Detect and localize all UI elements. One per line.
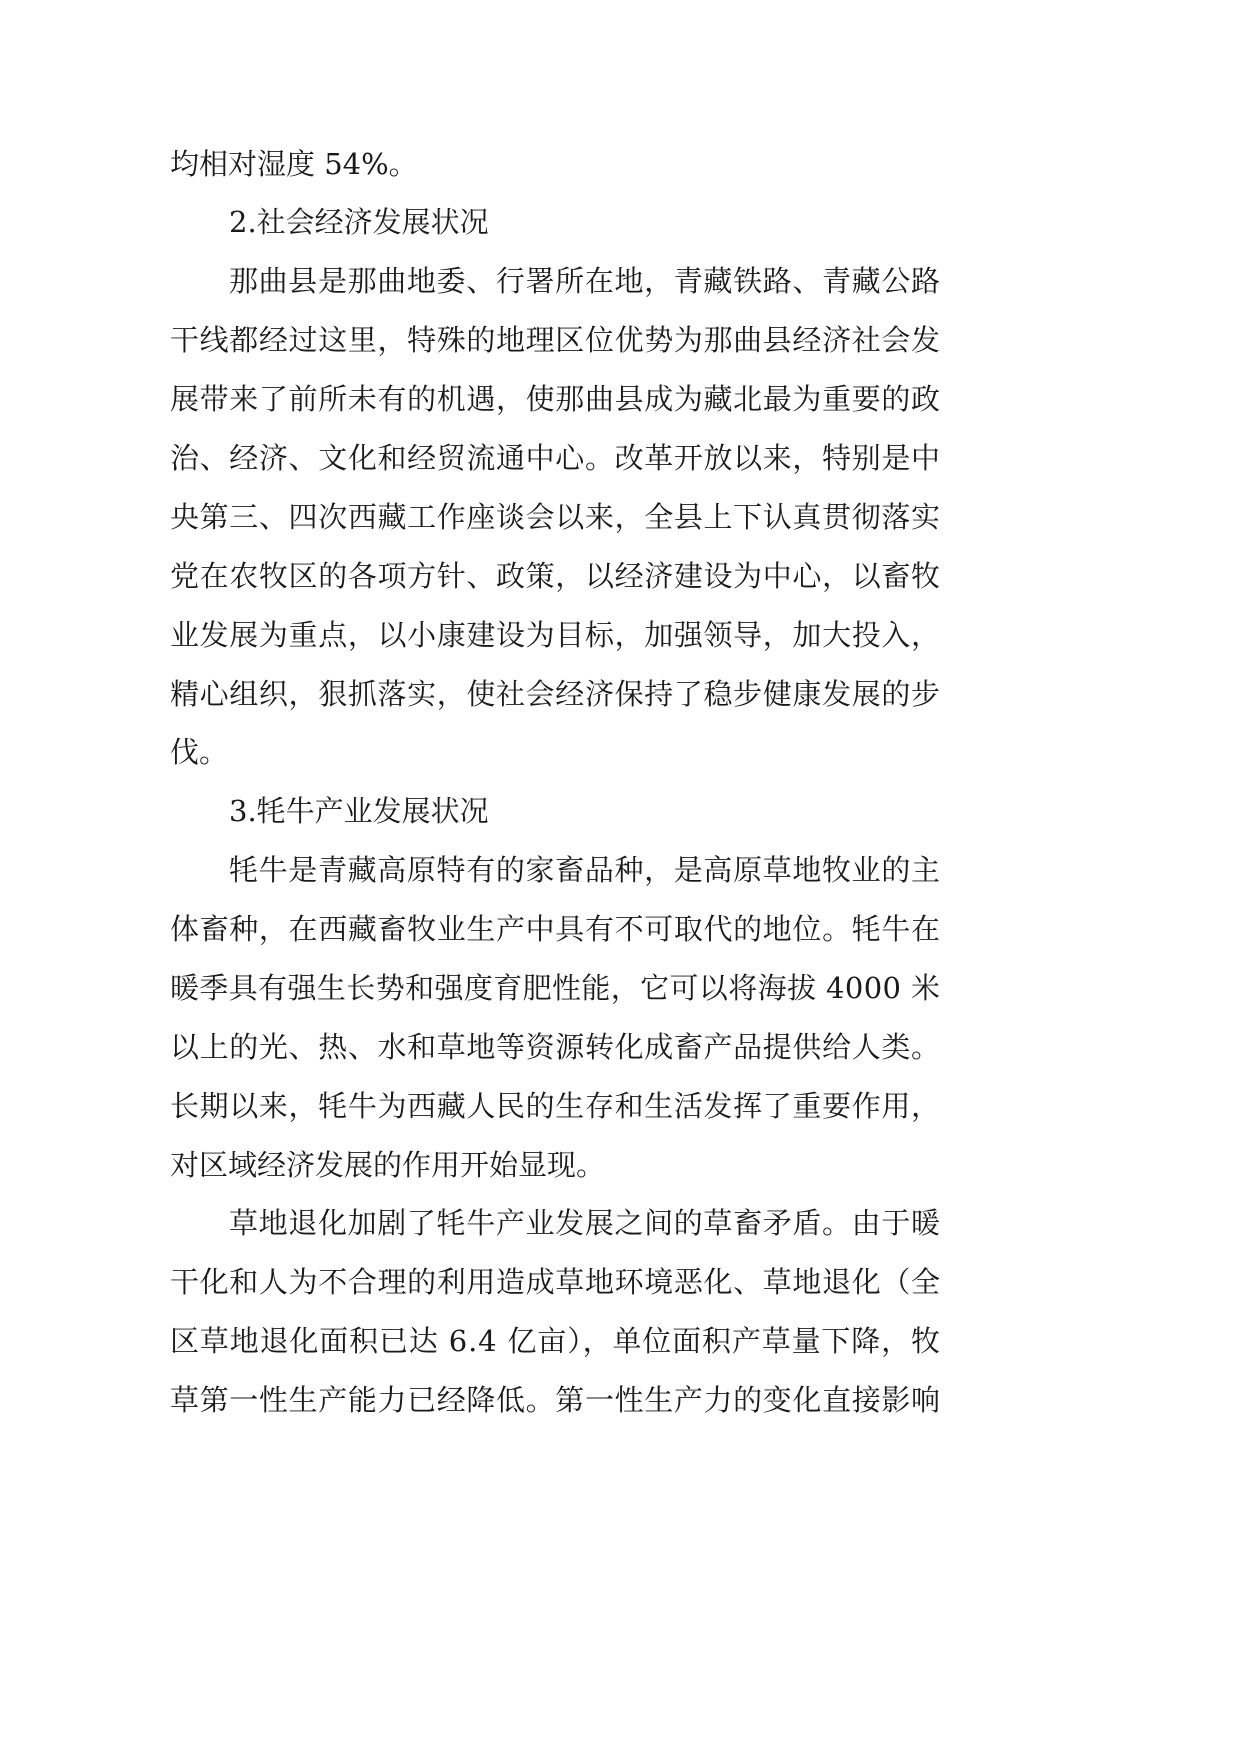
paragraph-line-text: 对区域经济发展的作用开始显现。: [170, 1148, 606, 1182]
paragraph-line: [0, 958, 1241, 1018]
paragraph-line: [0, 722, 1241, 782]
paragraph-line: [0, 487, 1241, 547]
paragraph-line: [0, 664, 1241, 724]
paragraph-line-text: 伐。: [170, 735, 229, 769]
section-heading: [0, 192, 1241, 252]
section-heading-text: 3.牦牛产业发展状况: [229, 794, 489, 828]
section-heading: [0, 781, 1241, 841]
paragraph-line: [0, 310, 1241, 370]
paragraph-line-text: 精心组织，狠抓落实，使社会经济保持了稳步健康发展的步: [170, 677, 941, 711]
paragraph-line: [0, 1076, 1241, 1136]
paragraph-line: [0, 134, 1241, 194]
paragraph-line-text: 牦牛是青藏高原特有的家畜品种，是高原草地牧业的主: [229, 853, 941, 887]
paragraph-line-text: 长期以来，牦牛为西藏人民的生存和生活发挥了重要作用，: [170, 1089, 941, 1123]
paragraph-line: [0, 428, 1241, 488]
paragraph-line-text: 暖季具有强生长势和强度育肥性能，它可以将海拔 4000 米: [170, 971, 941, 1005]
paragraph-line: [0, 1193, 1241, 1253]
paragraph-line-text: 那曲县是那曲地委、行署所在地，青藏铁路、青藏公路: [229, 264, 941, 298]
paragraph-line: [0, 899, 1241, 959]
paragraph-line-text: 草第一性生产能力已经降低。第一性生产力的变化直接影响: [170, 1383, 941, 1417]
paragraph-line: [0, 251, 1241, 311]
paragraph-line-text: 体畜种，在西藏畜牧业生产中具有不可取代的地位。牦牛在: [170, 912, 941, 946]
paragraph-line: [0, 546, 1241, 606]
paragraph-line-text: 区草地退化面积已达 6.4 亿亩），单位面积产草量下降，牧: [170, 1324, 941, 1358]
paragraph-line: [0, 840, 1241, 900]
paragraph-line-text: 党在农牧区的各项方针、政策，以经济建设为中心，以畜牧: [170, 559, 941, 593]
paragraph-line-text: 展带来了前所未有的机遇，使那曲县成为藏北最为重要的政: [170, 382, 941, 416]
paragraph-line-text: 业发展为重点，以小康建设为目标，加强领导，加大投入，: [170, 618, 941, 652]
paragraph-line: [0, 369, 1241, 429]
paragraph-line: [0, 1017, 1241, 1077]
paragraph-line-text: 均相对湿度 54%。: [170, 147, 418, 181]
paragraph-line: [0, 1135, 1241, 1195]
paragraph-line: [0, 1252, 1241, 1312]
paragraph-line: [0, 1370, 1241, 1430]
paragraph-line-text: 干线都经过这里，特殊的地理区位优势为那曲县经济社会发: [170, 323, 941, 357]
paragraph-line-text: 干化和人为不合理的利用造成草地环境恶化、草地退化（全: [170, 1265, 941, 1299]
section-heading-text: 2.社会经济发展状况: [229, 205, 489, 239]
paragraph-line: [0, 1311, 1241, 1371]
paragraph-line-text: 治、经济、文化和经贸流通中心。改革开放以来，特别是中: [170, 441, 941, 475]
paragraph-line-text: 央第三、四次西藏工作座谈会以来，全县上下认真贯彻落实: [170, 500, 941, 534]
paragraph-line-text: 草地退化加剧了牦牛产业发展之间的草畜矛盾。由于暖: [229, 1206, 941, 1240]
paragraph-line-text: 以上的光、热、水和草地等资源转化成畜产品提供给人类。: [170, 1030, 941, 1064]
paragraph-line: [0, 605, 1241, 665]
